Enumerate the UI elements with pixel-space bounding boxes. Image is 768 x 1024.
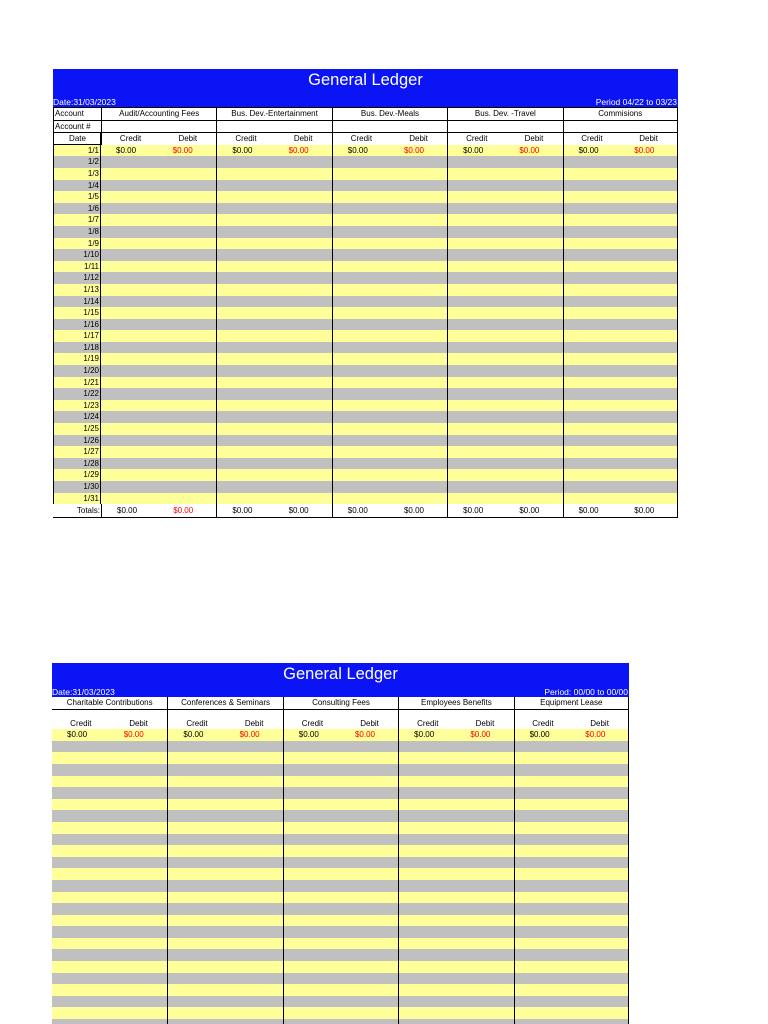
day-label: 1/31 — [53, 493, 101, 505]
table-row — [53, 377, 678, 389]
table-row — [52, 799, 629, 811]
total-debit: $0.00 — [173, 506, 194, 516]
day-label: 1/22 — [53, 388, 101, 400]
table-row — [52, 741, 629, 753]
table-row — [52, 729, 629, 741]
credit-label: Credit — [417, 718, 439, 728]
table-row — [52, 996, 629, 1008]
total-debit: $0.00 — [288, 506, 309, 516]
table-row — [53, 365, 678, 377]
debit-value: $0.00 — [470, 730, 491, 740]
credit-value: $0.00 — [116, 145, 137, 155]
table-row — [53, 180, 678, 192]
table-row — [52, 926, 629, 938]
table-row — [52, 903, 629, 915]
day-label: 1/8 — [53, 226, 101, 238]
credit-label: Credit — [466, 134, 488, 144]
table-row — [53, 296, 678, 308]
account-header — [514, 697, 629, 709]
account-header — [216, 108, 331, 120]
day-label: 1/29 — [53, 469, 101, 481]
table-row — [53, 214, 678, 226]
credit-value: $0.00 — [463, 145, 484, 155]
total-credit: $0.00 — [463, 506, 484, 516]
debit-label: Debit — [244, 718, 264, 728]
table-row — [53, 423, 678, 435]
debit-value: $0.00 — [634, 145, 655, 155]
credit-label: Credit — [119, 134, 142, 144]
account-header-label: Bus. Dev.-Entertainment — [231, 109, 318, 118]
account-header-label: Audit/Accounting Fees — [119, 109, 200, 118]
table-row — [53, 203, 678, 215]
ledger-date: Date:31/03/2023 — [53, 97, 116, 107]
account-header-label: Employees Benefits — [421, 698, 492, 707]
table-row — [52, 961, 629, 973]
credit-value: $0.00 — [414, 730, 435, 740]
day-label: 1/19 — [53, 353, 101, 365]
table-row — [53, 411, 678, 423]
table-row — [52, 915, 629, 927]
credit-value: $0.00 — [529, 730, 550, 740]
credit-label: Credit — [70, 718, 92, 728]
ledger-title: General Ledger — [283, 665, 398, 683]
account-header-label: Equipment Lease — [540, 698, 603, 707]
credit-label: Credit — [581, 134, 603, 144]
account-header — [167, 697, 282, 709]
debit-label: Debit — [293, 134, 313, 144]
table-row — [53, 481, 678, 493]
table-row — [52, 949, 629, 961]
day-label: 1/20 — [53, 365, 101, 377]
day-label: 1/9 — [53, 238, 101, 250]
debit-label: Debit — [409, 134, 428, 144]
table-row — [52, 1007, 629, 1019]
total-credit: $0.00 — [117, 506, 138, 516]
day-label: 1/28 — [53, 458, 101, 470]
total-credit: $0.00 — [578, 506, 599, 516]
table-row — [53, 493, 678, 505]
day-label: 1/15 — [53, 307, 101, 319]
debit-label: Debit — [178, 134, 198, 144]
table-row — [53, 435, 678, 447]
ledger-title-bar — [52, 663, 629, 697]
account-header — [52, 697, 167, 709]
account-name-row — [52, 697, 629, 710]
credit-label: Credit — [301, 718, 324, 728]
account-header — [332, 108, 447, 120]
general-ledger-2 — [52, 663, 629, 1024]
table-row — [52, 973, 629, 985]
day-label: 1/30 — [53, 481, 101, 493]
table-row — [52, 752, 629, 764]
table-row — [53, 353, 678, 365]
day-label: 1/27 — [53, 446, 101, 458]
day-label: 1/25 — [53, 423, 101, 435]
day-label: 1/12 — [53, 272, 101, 284]
credit-label: Credit — [186, 718, 208, 728]
day-label: 1/18 — [53, 342, 101, 354]
account-name-row — [53, 107, 678, 121]
day-label: 1/7 — [53, 214, 101, 226]
credit-label: Credit — [235, 134, 257, 144]
account-number-row — [53, 121, 678, 134]
day-label: 1/24 — [53, 411, 101, 423]
credit-value: $0.00 — [298, 730, 319, 740]
account-header — [283, 697, 398, 709]
totals-label: Totals: — [76, 506, 100, 516]
table-row — [52, 834, 629, 846]
day-label: 1/4 — [53, 180, 101, 192]
debit-label: Debit — [475, 718, 495, 728]
table-row — [53, 388, 678, 400]
day-label: 1/21 — [53, 377, 101, 389]
ledger-date: Date:31/03/2023 — [52, 687, 115, 697]
account-number-label: Account # — [53, 121, 101, 133]
account-header-label: Bus. Dev. -Travel — [474, 109, 536, 118]
account-header-label: Commisions — [598, 109, 643, 118]
table-row — [52, 776, 629, 788]
table-row — [53, 272, 678, 284]
total-debit: $0.00 — [519, 506, 540, 516]
totals-row — [53, 504, 678, 518]
credit-value: $0.00 — [232, 145, 253, 155]
day-label: 1/11 — [53, 261, 101, 273]
table-row — [52, 822, 629, 834]
total-debit: $0.00 — [403, 506, 424, 516]
day-label: 1/6 — [53, 203, 101, 215]
account-header-label: Bus. Dev.-Meals — [360, 109, 420, 118]
table-row — [53, 191, 678, 203]
day-label: 1/13 — [53, 284, 101, 296]
table-row — [52, 845, 629, 857]
account-header — [101, 108, 216, 120]
table-row — [52, 880, 629, 892]
ledger-period: Period 04/22 to 03/23 — [595, 97, 677, 107]
table-row — [52, 984, 629, 996]
table-row — [52, 764, 629, 776]
account-header — [398, 697, 513, 709]
debit-value: $0.00 — [519, 145, 540, 155]
table-row — [53, 400, 678, 412]
table-row — [53, 330, 678, 342]
debit-label: Debit — [639, 134, 658, 144]
debit-value: $0.00 — [239, 730, 260, 740]
table-row — [53, 226, 678, 238]
day-label: 1/1 — [53, 145, 101, 157]
account-header-label: Consulting Fees — [312, 698, 370, 707]
day-label: 1/14 — [53, 296, 101, 308]
account-header-label: Conferences & Seminars — [181, 698, 271, 707]
account-header — [447, 108, 562, 120]
table-row — [53, 446, 678, 458]
table-row — [52, 1019, 629, 1024]
table-row — [53, 168, 678, 180]
day-label: 1/16 — [53, 319, 101, 331]
credit-value: $0.00 — [578, 145, 599, 155]
table-row — [53, 249, 678, 261]
day-label: 1/3 — [53, 168, 101, 180]
day-label: 1/26 — [53, 435, 101, 447]
debit-value: $0.00 — [123, 730, 144, 740]
total-debit: $0.00 — [634, 506, 655, 516]
table-row — [52, 938, 629, 950]
ledger-title-bar — [53, 69, 678, 107]
ledger-title: General Ledger — [308, 71, 423, 89]
credit-label: Credit — [532, 718, 554, 728]
table-row — [52, 810, 629, 822]
day-label: 1/17 — [53, 330, 101, 342]
account-label: Account — [53, 108, 101, 120]
credit-label: Credit — [350, 134, 373, 144]
table-row — [53, 156, 678, 168]
debit-label: Debit — [129, 718, 148, 728]
day-rows — [53, 145, 678, 504]
debit-value: $0.00 — [288, 145, 309, 155]
day-label: 1/5 — [53, 191, 101, 203]
debit-label: Debit — [524, 134, 544, 144]
table-row — [52, 857, 629, 869]
debit-value: $0.00 — [585, 730, 606, 740]
debit-label: Debit — [590, 718, 609, 728]
table-row — [52, 868, 629, 880]
table-row — [53, 342, 678, 354]
total-credit: $0.00 — [347, 506, 368, 516]
table-row — [53, 469, 678, 481]
ledger-period: Period: 00/00 to 00/00 — [544, 687, 628, 697]
account-header — [563, 108, 678, 120]
table-row — [52, 787, 629, 799]
table-row — [53, 261, 678, 273]
table-row — [53, 238, 678, 250]
credit-value: $0.00 — [347, 145, 368, 155]
table-row — [53, 319, 678, 331]
day-label: 1/10 — [53, 249, 101, 261]
day-label: 1/23 — [53, 400, 101, 412]
column-header-row — [52, 718, 629, 730]
spacer-row — [52, 710, 629, 718]
date-column-label: Date — [53, 133, 101, 145]
column-header-row — [53, 133, 678, 145]
day-label: 1/2 — [53, 156, 101, 168]
table-row — [53, 307, 678, 319]
table-row — [53, 458, 678, 470]
general-ledger-1 — [53, 69, 678, 518]
table-row — [53, 145, 678, 157]
table-row — [52, 892, 629, 904]
account-header-label: Charitable Contributions — [66, 698, 153, 707]
total-credit: $0.00 — [232, 506, 253, 516]
credit-value: $0.00 — [183, 730, 204, 740]
debit-value: $0.00 — [403, 145, 424, 155]
debit-value: $0.00 — [354, 730, 375, 740]
table-row — [53, 284, 678, 296]
day-rows — [52, 729, 629, 1024]
debit-value: $0.00 — [172, 145, 193, 155]
credit-value: $0.00 — [67, 730, 88, 740]
debit-label: Debit — [360, 718, 379, 728]
